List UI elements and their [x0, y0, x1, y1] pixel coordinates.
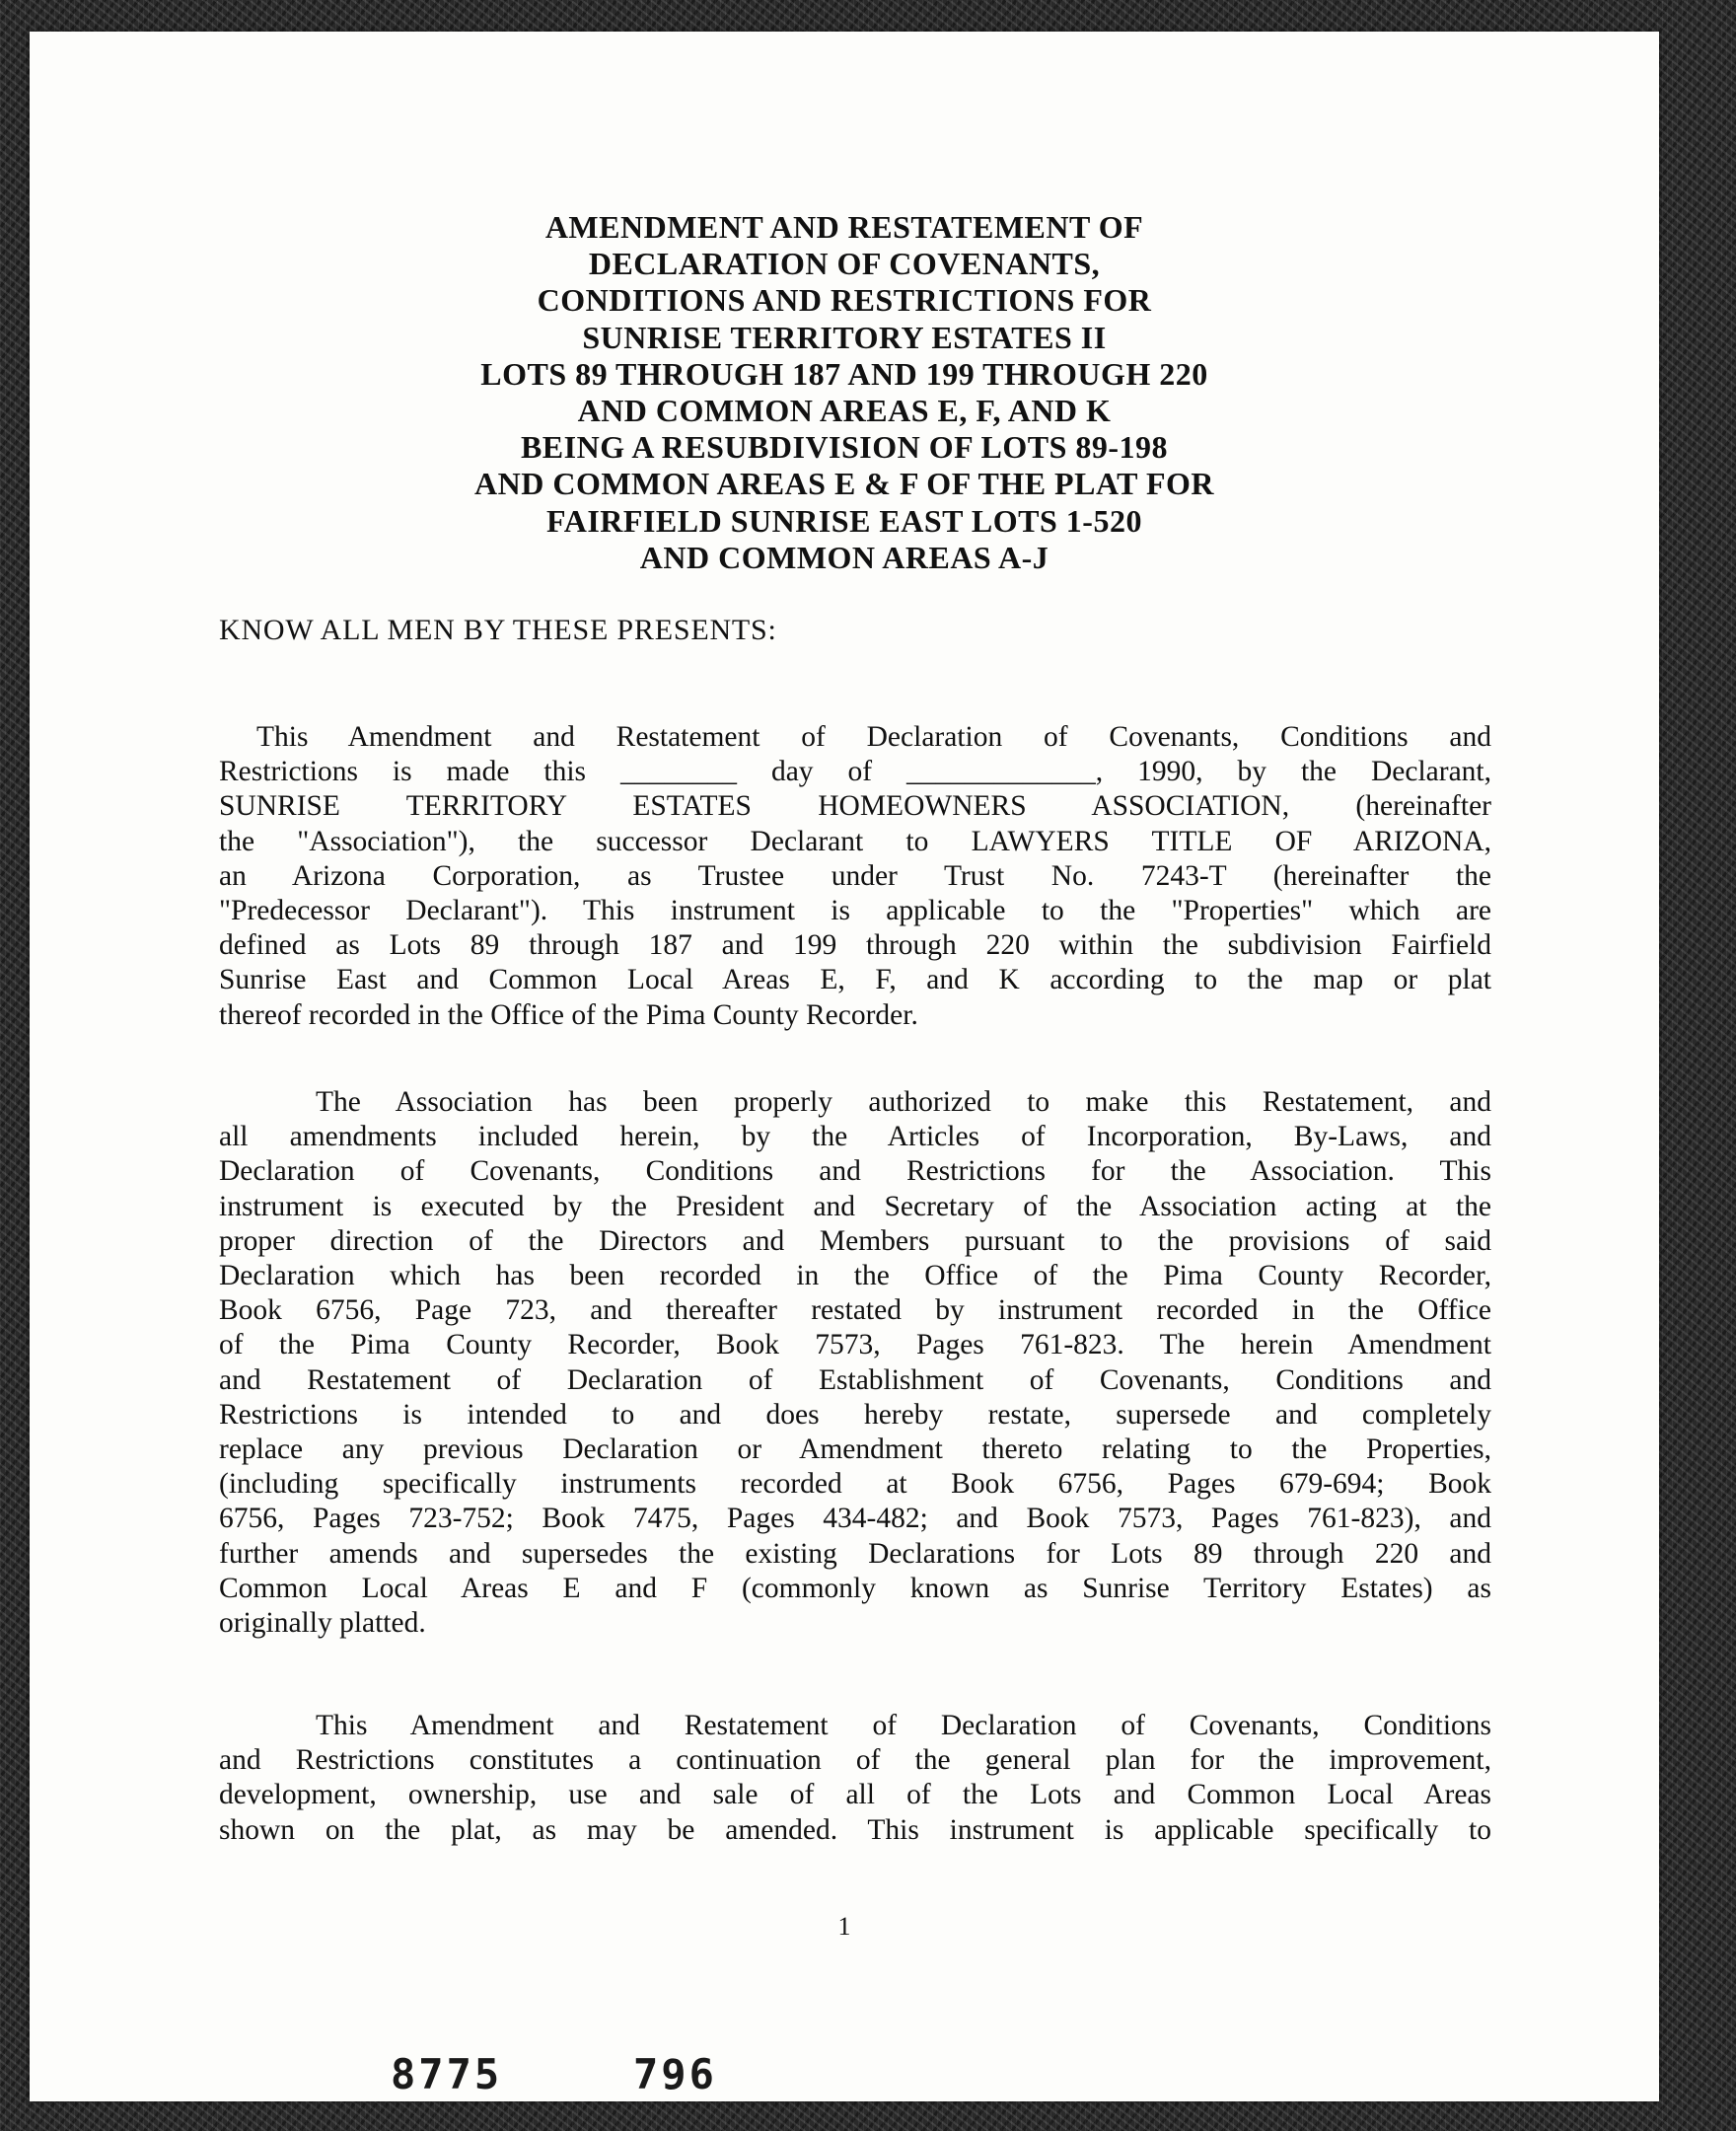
title-line: AMENDMENT AND RESTATEMENT OF — [544, 209, 1144, 245]
document-title — [30, 209, 1659, 576]
paragraph-line: and Restatement of Declaration of Establishment of Covenants, Conditions and — [219, 1363, 1491, 1396]
paragraph-line: originally platted. — [219, 1607, 426, 1640]
paragraph-line: all amendments included herein, by the Articles of Incorporation, By-Laws, and — [219, 1121, 1491, 1153]
title-line: LOTS 89 THROUGH 187 AND 199 THROUGH 220 — [480, 355, 1208, 392]
paragraph-line: Common Local Areas E and F (commonly known as Sunrise Territory Estates) as — [219, 1572, 1491, 1604]
paragraph-line: SUNRISE TERRITORY ESTATES HOMEOWNERS ASSOCIATION, (hereinafter — [219, 790, 1491, 823]
paragraph-line: This Amendment and Restatement of Declaration of Covenants, Conditions and — [256, 721, 1491, 753]
paragraph-line: further amends and supersedes the existing Declarations for Lots 89 through 220 and — [219, 1537, 1491, 1570]
title-line: CONDITIONS AND RESTRICTIONS FOR — [537, 282, 1152, 319]
paragraph-authorization — [219, 1085, 1491, 1641]
title-line: AND COMMON AREAS E & F OF THE PLAT FOR — [474, 466, 1214, 502]
document-page — [30, 32, 1659, 2101]
paragraph-line: "Predecessor Declarant"). This instrument is applicable to the "Properties" which are — [219, 895, 1491, 927]
title-line: AND COMMON AREAS A-J — [639, 539, 1049, 575]
recording-stamp-book: 8775 — [391, 2050, 503, 2098]
paragraph-line: This Amendment and Restatement of Declaration of Covenants, Conditions — [316, 1710, 1491, 1741]
paragraph-line: defined as Lots 89 through 187 and 199 through 220 within the subdivision Fairfield — [219, 929, 1491, 962]
paragraph-line: shown on the plat, as may be amended. This instrument is applicable specifically to — [219, 1813, 1491, 1846]
paragraph-line: The Association has been properly authorized to make this Restatement, and — [316, 1086, 1491, 1118]
paragraph-line: Restrictions is made this ________ day of _____________, 1990, by the Declarant, — [219, 756, 1491, 788]
paragraph-line: replace any previous Declaration or Amendment thereto relating to the Properties, — [219, 1433, 1491, 1466]
title-line: SUNRISE TERRITORY ESTATES II — [582, 319, 1107, 355]
paragraph-declaration — [219, 720, 1491, 1033]
title-line: BEING A RESUBDIVISION OF LOTS 89-198 — [520, 429, 1169, 466]
paragraph-line: 6756, Pages 723-752; Book 7475, Pages 434-482; and Book 7573, Pages 761-823), and — [219, 1503, 1491, 1535]
paragraph-continuation — [219, 1709, 1491, 1848]
paragraph-line: (including specifically instruments recorded at Book 6756, Pages 679-694; Book — [219, 1468, 1491, 1501]
page-number: 1 — [837, 1912, 851, 1941]
paragraph-line: instrument is executed by the President and Secretary of the Association acting at the — [219, 1190, 1491, 1222]
paragraph-line: and Restrictions constitutes a continuation of the general plan for the improvement, — [219, 1744, 1491, 1777]
title-line: AND COMMON AREAS E, F, AND K — [577, 393, 1112, 429]
recording-stamp-page: 796 — [633, 2050, 717, 2098]
paragraph-line: development, ownership, use and sale of all of the Lots and Common Local Areas — [219, 1779, 1491, 1811]
salutation: KNOW ALL MEN BY THESE PRESENTS: — [219, 614, 777, 646]
paragraph-line: an Arizona Corporation, as Trustee under Trust No. 7243-T (hereinafter the — [219, 859, 1491, 892]
paragraph-line: Declaration of Covenants, Conditions and Restrictions for the Association. This — [219, 1155, 1491, 1188]
paragraph-line: Restrictions is intended to and does hereby restate, supersede and completely — [219, 1398, 1491, 1431]
paragraph-line: of the Pima County Recorder, Book 7573, Pages 761-823. The herein Amendment — [219, 1329, 1491, 1361]
paragraph-line: the "Association"), the successor Declarant to LAWYERS TITLE OF ARIZONA, — [219, 825, 1491, 857]
paragraph-line: proper direction of the Directors and Members pursuant to the provisions of said — [219, 1224, 1491, 1257]
paragraph-line: Sunrise East and Common Local Areas E, F, and K according to the map or plat — [219, 964, 1491, 996]
paragraph-line: thereof recorded in the Office of the Pima County Recorder. — [219, 998, 918, 1031]
title-line: DECLARATION OF COVENANTS, — [588, 246, 1101, 282]
title-line: FAIRFIELD SUNRISE EAST LOTS 1-520 — [546, 502, 1142, 539]
paragraph-line: Declaration which has been recorded in the Office of the Pima County Recorder, — [219, 1260, 1491, 1292]
paragraph-line: Book 6756, Page 723, and thereafter restated by instrument recorded in the Office — [219, 1294, 1491, 1327]
